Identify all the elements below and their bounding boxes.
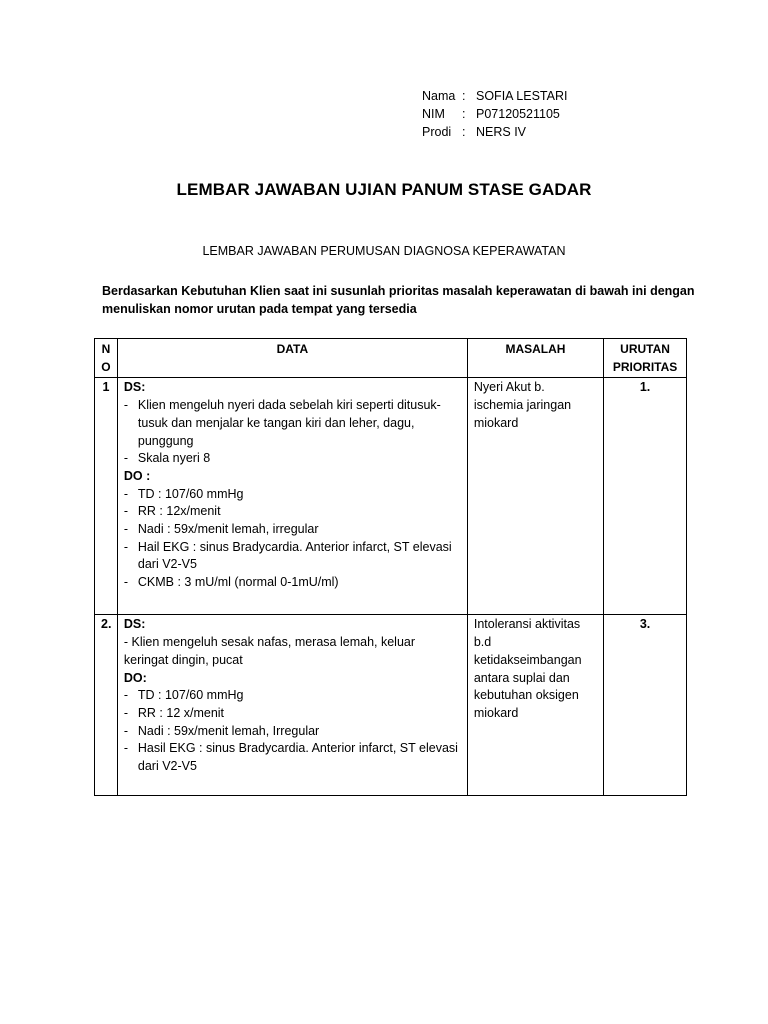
row-data-cell <box>117 378 467 615</box>
list-item: - RR : 12 x/menit <box>124 705 461 723</box>
nim-value: P07120521105 <box>476 107 560 121</box>
diagnosis-table <box>94 338 687 796</box>
list-item: - Nadi : 59x/menit lemah, Irregular <box>124 723 461 741</box>
nim-separator: : <box>462 107 466 121</box>
table-row <box>95 378 687 615</box>
instruction-text: Berdasarkan Kebutuhan Klien saat ini susunlah prioritas masalah keperawatan di bawah ini dengan menuliskan nomor urutan pada tempat yang tersedia <box>102 284 695 316</box>
name-value: SOFIA LESTARI <box>476 89 568 103</box>
list-item: - TD : 107/60 mmHg <box>124 687 461 705</box>
identity-nim-row <box>422 105 567 123</box>
header-urutan: URUTAN PRIORITAS <box>604 339 687 378</box>
list-item: - CKMB : 3 mU/ml (normal 0-1mU/ml) <box>124 574 461 592</box>
row-number: 2. <box>95 615 118 796</box>
ds-item: Klien mengeluh nyeri dada sebelah kiri seperti ditusuk-tusuk dan menjalar ke tangan kiri dan leher, dagu, punggung <box>137 398 441 448</box>
prodi-value: NERS IV <box>476 125 527 139</box>
ds-text: - Klien mengeluh sesak nafas, merasa lemah, keluar keringat dingin, pucat <box>123 635 416 667</box>
name-separator: : <box>462 89 466 103</box>
do-label: DO : <box>123 468 151 483</box>
do-item: Nadi : 59x/menit lemah, Irregular <box>137 723 320 738</box>
ds-item: Skala nyeri 8 <box>137 451 211 466</box>
list-item: - Hasil EKG : sinus Bradycardia. Anterior infarct, ST elevasi dari V2-V5 <box>124 740 461 775</box>
ds-label: DS: <box>123 617 146 632</box>
nim-label: NIM <box>422 107 445 121</box>
list-item: - Nadi : 59x/menit lemah, irregular <box>124 521 461 539</box>
table-row <box>95 615 687 796</box>
row-masalah: Nyeri Akut b. ischemia jaringan miokard <box>467 378 603 615</box>
row-masalah: Intoleransi aktivitas b.d ketidakseimbangan antara suplai dan kebutuhan oksigen miokard <box>467 615 603 796</box>
row-data-cell <box>117 615 467 796</box>
student-identity <box>422 87 567 141</box>
row-urutan: 1. <box>604 378 687 615</box>
prodi-separator: : <box>462 125 466 139</box>
page-title: LEMBAR JAWABAN UJIAN PANUM STASE GADAR <box>176 180 592 199</box>
prodi-label: Prodi <box>422 125 452 139</box>
do-label: DO: <box>123 670 147 685</box>
header-masalah: MASALAH <box>467 339 603 378</box>
do-item: TD : 107/60 mmHg <box>137 688 244 703</box>
list-item: - Klien mengeluh nyeri dada sebelah kiri seperti ditusuk-tusuk dan menjalar ke tangan kiri dan leher, dagu, punggung <box>124 397 461 450</box>
header-data: DATA <box>117 339 467 378</box>
list-item: - Skala nyeri 8 <box>124 450 461 468</box>
do-item: Nadi : 59x/menit lemah, irregular <box>137 522 319 537</box>
header-no: N O <box>95 339 118 378</box>
do-item: CKMB : 3 mU/ml (normal 0-1mU/ml) <box>137 575 339 590</box>
do-item: Hail EKG : sinus Bradycardia. Anterior infarct, ST elevasi dari V2-V5 <box>137 539 452 572</box>
identity-prodi-row <box>422 123 567 141</box>
do-item: Hasil EKG : sinus Bradycardia. Anterior infarct, ST elevasi dari V2-V5 <box>137 741 458 774</box>
row-number: 1 <box>95 378 118 615</box>
ds-label: DS: <box>123 380 146 395</box>
list-item: - Hail EKG : sinus Bradycardia. Anterior infarct, ST elevasi dari V2-V5 <box>124 539 461 574</box>
row-urutan: 3. <box>604 615 687 796</box>
do-item: RR : 12 x/menit <box>137 705 225 720</box>
identity-name-row <box>422 87 567 105</box>
list-item: - TD : 107/60 mmHg <box>124 486 461 504</box>
list-item: - RR : 12x/menit <box>124 503 461 521</box>
page-subtitle: LEMBAR JAWABAN PERUMUSAN DIAGNOSA KEPERAWATAN <box>202 244 566 258</box>
do-item: TD : 107/60 mmHg <box>137 486 244 501</box>
table-header-row <box>95 339 687 378</box>
do-item: RR : 12x/menit <box>137 504 221 519</box>
name-label: Nama <box>422 89 456 103</box>
